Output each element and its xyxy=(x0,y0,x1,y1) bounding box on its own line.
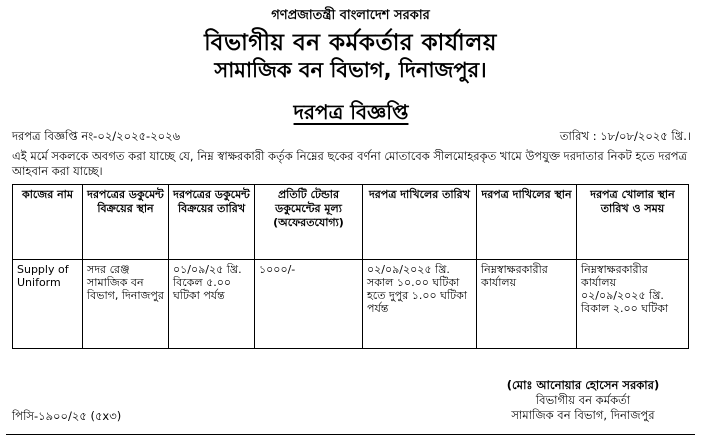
cell-sale-date: ০১/০৯/২৫ খ্রি. বিকেল ৫.০০ ঘটিকা পর্যন্ত xyxy=(169,260,255,349)
col-header-price: প্রতিটি টেন্ডার ডকুমেন্টের মূল্য (অফেরতযোগ্য) xyxy=(255,185,363,260)
table-row xyxy=(13,260,689,349)
signature-block xyxy=(476,378,690,423)
col-header-sale-place: দরপত্রের ডকুমেন্ট বিক্রয়ের স্থান xyxy=(83,185,169,260)
cell-opening: নিম্নস্বাক্ষরকারীর কার্যালয় ০২/০৯/২০২৫ খ্রি. বিকাল ২.০০ ঘটিকা xyxy=(577,260,689,349)
cell-price: ১০০০/- xyxy=(255,260,363,349)
memo-number: দরপত্র বিজ্ঞপ্তি নং-০২/২০২৫-২০২৬ xyxy=(12,129,181,143)
pc-reference: পিসি-১৯০০/২৫ (৫x৩) xyxy=(12,409,122,423)
cell-sale-place: সদর রেঞ্জ সামাজিক বন বিভাগ, দিনাজপুর xyxy=(83,260,169,349)
signatory-designation: বিভাগীয় বন কর্মকর্তা xyxy=(535,393,631,407)
tender-table xyxy=(12,184,689,349)
notice-title: দরপত্র বিজ্ঞপ্তি xyxy=(293,100,409,124)
government-title: গণপ্রজাতন্ত্রী বাংলাদেশ সরকার xyxy=(271,8,430,23)
intro-text: এই মর্মে সকলকে অবগত করা যাচ্ছে যে, নিম্ন স্বাক্ষরকারী কর্তৃক নিম্নের ছকের বর্ণনা মোতাবেক সীলমোহরকৃত খামে উপযুক্ত দরদাতার নিকট হতে দরপত্র আহবান করা যাচ্ছে। xyxy=(12,149,688,178)
tender-notice xyxy=(6,4,695,440)
division-title: সামাজিক বন বিভাগ, দিনাজপুর। xyxy=(214,58,487,82)
col-header-sale-date: দরপত্রের ডকুমেন্ট বিক্রয়ের তারিখ xyxy=(169,185,255,260)
signatory-office: সামাজিক বন বিভাগ, দিনাজপুর xyxy=(511,408,655,422)
table-header-row xyxy=(13,185,689,260)
cell-submit-place: নিম্নস্বাক্ষরকারীর কার্যালয় xyxy=(477,260,577,349)
notice-date: তারিখ : ১৮/০৮/২০২৫ খ্রি.। xyxy=(559,129,691,143)
col-header-submit-date: দরপত্র দাখিলের তারিখ xyxy=(363,185,477,260)
office-title: বিভাগীয় বন কর্মকর্তার কার্যালয় xyxy=(204,30,497,56)
bottom-divider xyxy=(6,434,695,435)
col-header-work-name: কাজের নাম xyxy=(13,185,83,260)
signatory-name: (মোঃ আনোয়ার হোসেন সরকার) xyxy=(506,378,660,392)
col-header-submit-place: দরপত্র দাখিলের স্থান xyxy=(477,185,577,260)
cell-submit-date: ০২/০৯/২০২৫ খ্রি. সকাল ১০.০০ ঘটিকা হতে দুপুর ১.০০ ঘটিকা পর্যন্ত xyxy=(363,260,477,349)
col-header-opening: দরপত্র খোলার স্থান তারিখ ও সময় xyxy=(577,185,689,260)
cell-work-name: Supply of Uniform xyxy=(13,260,83,349)
